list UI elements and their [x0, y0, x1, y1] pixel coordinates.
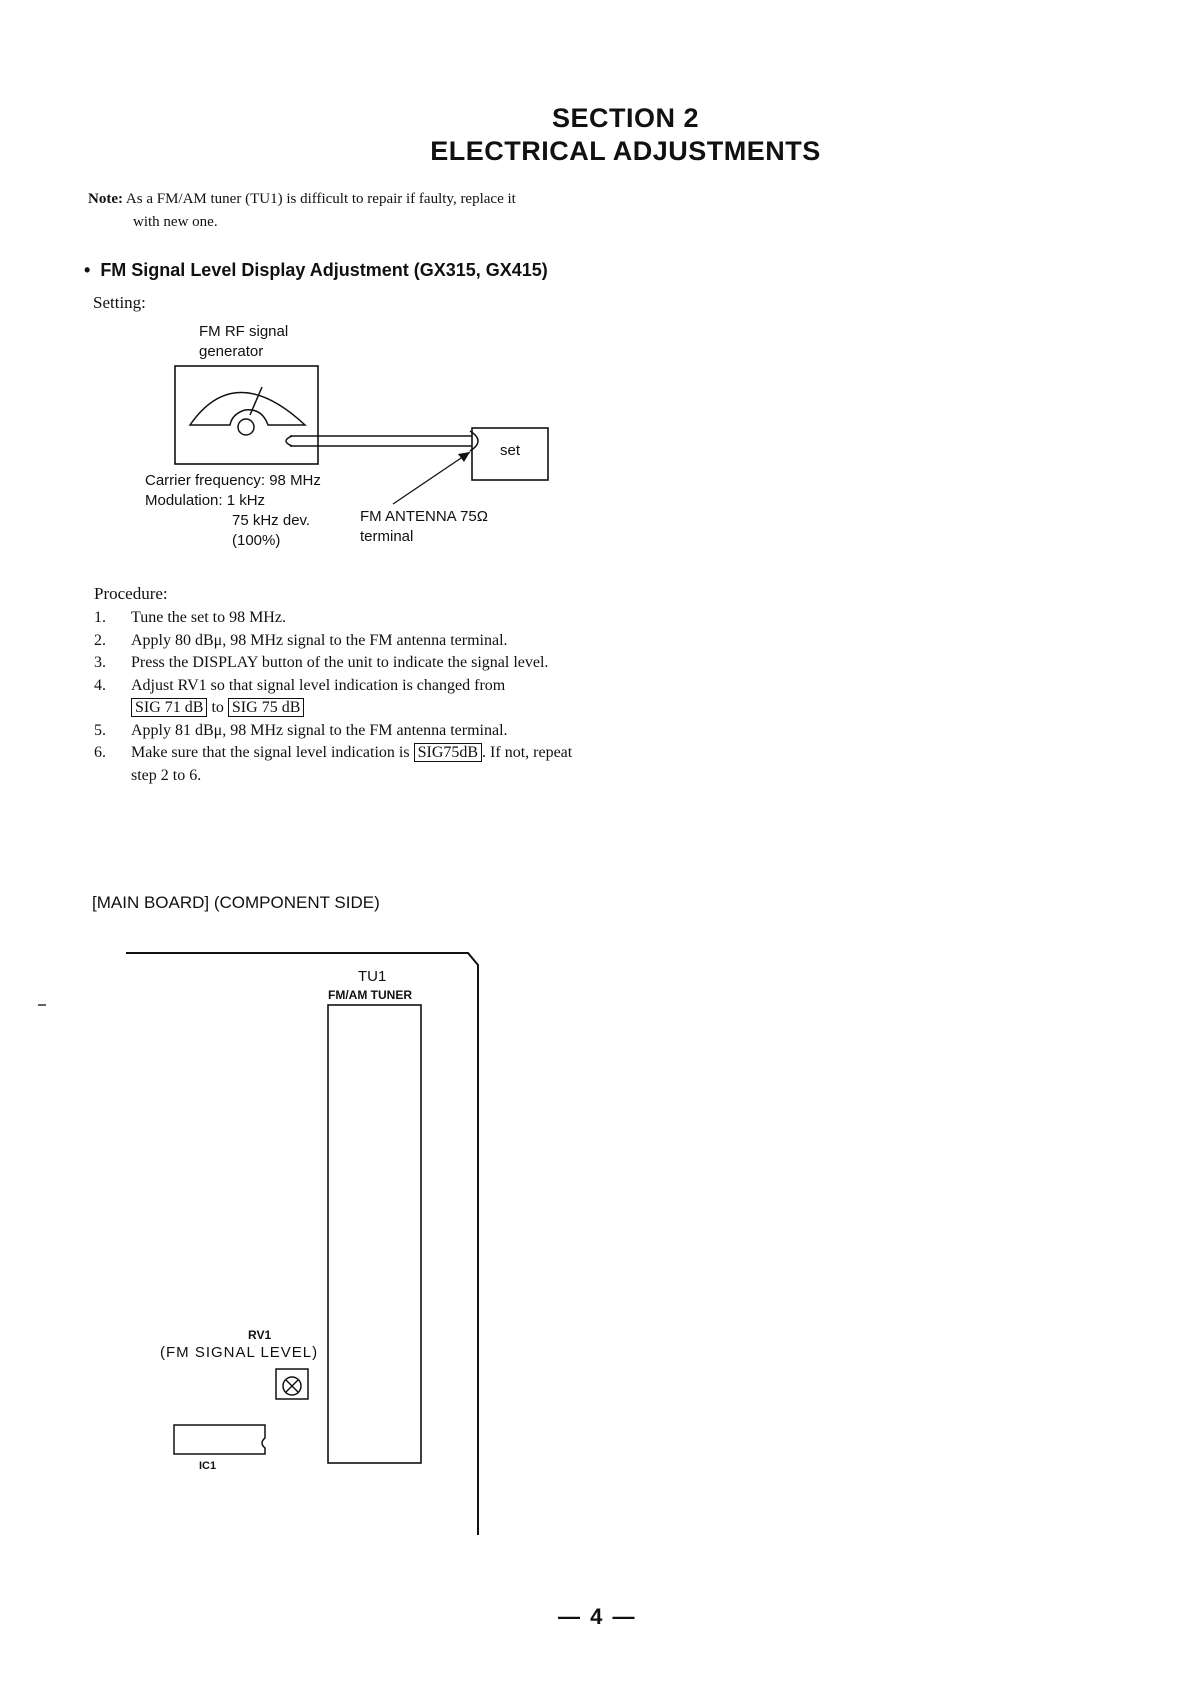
board-label: [MAIN BOARD] (COMPONENT SIDE)	[92, 893, 380, 912]
section-title: ELECTRICAL ADJUSTMENTS	[430, 136, 821, 166]
deviation-percent: (100%)	[232, 532, 281, 549]
generator-label-1: FM RF signal	[199, 323, 289, 340]
antenna-label-1: FM ANTENNA 75Ω	[360, 508, 488, 525]
section-number: SECTION 2	[551, 103, 700, 133]
bullet-icon: •	[84, 260, 91, 280]
modulation: Modulation: 1 kHz	[145, 492, 266, 509]
step-1: 1. Tune the set to 98 MHz.	[94, 609, 286, 626]
set-box	[472, 428, 548, 480]
sig75-box: SIG75dB	[414, 743, 482, 762]
set-label: set	[500, 442, 521, 459]
knob-icon	[238, 419, 254, 435]
generator-label-2: generator	[199, 343, 264, 360]
deviation: 75 kHz dev.	[232, 512, 311, 529]
step-3: 3. Press the DISPLAY button of the unit to indicate the signal level.	[94, 654, 549, 671]
tu1-outline	[328, 1005, 421, 1463]
note-text-1: As a FM/AM tuner (TU1) is difficult to repair if faulty, replace it	[125, 191, 516, 207]
ic1-outline	[174, 1425, 265, 1454]
rv1-name: (FM SIGNAL LEVEL)	[160, 1344, 319, 1361]
step-5: 5. Apply 81 dBμ, 98 MHz signal to the FM antenna terminal.	[94, 721, 508, 739]
antenna-pointer	[393, 452, 470, 504]
main-board-outline	[126, 953, 478, 1535]
subsection-title: FM Signal Level Display Adjustment (GX315, GX415)	[100, 260, 548, 280]
procedure-steps	[94, 607, 594, 787]
note-text-2: with new one.	[133, 214, 218, 230]
rv1-label: RV1	[248, 1328, 272, 1342]
sig-75-box: SIG 75 dB	[228, 698, 304, 717]
tu1-label: TU1	[358, 968, 387, 985]
antenna-label-2: terminal	[360, 528, 414, 545]
note-label: Note:	[88, 191, 123, 207]
sig-71-box: SIG 71 dB	[131, 698, 207, 717]
page-number: — 4 —	[558, 1604, 637, 1629]
step-2: 2. Apply 80 dBμ, 98 MHz signal to the FM antenna terminal.	[94, 631, 508, 649]
generator-box	[175, 366, 318, 464]
setting-label: Setting:	[93, 293, 146, 312]
step-4: 4. Adjust RV1 so that signal level indication is changed from SIG 71 dB to SIG 75 dB	[94, 676, 506, 716]
ic1-label: IC1	[199, 1460, 217, 1472]
tu1-name: FM/AM TUNER	[328, 988, 412, 1002]
step-6: 6. Make sure that the signal level indication is SIG75dB . If not, repeat step 2 to 6.	[94, 744, 573, 784]
procedure-label: Procedure:	[94, 584, 168, 603]
carrier-frequency: Carrier frequency: 98 MHz	[145, 472, 321, 489]
